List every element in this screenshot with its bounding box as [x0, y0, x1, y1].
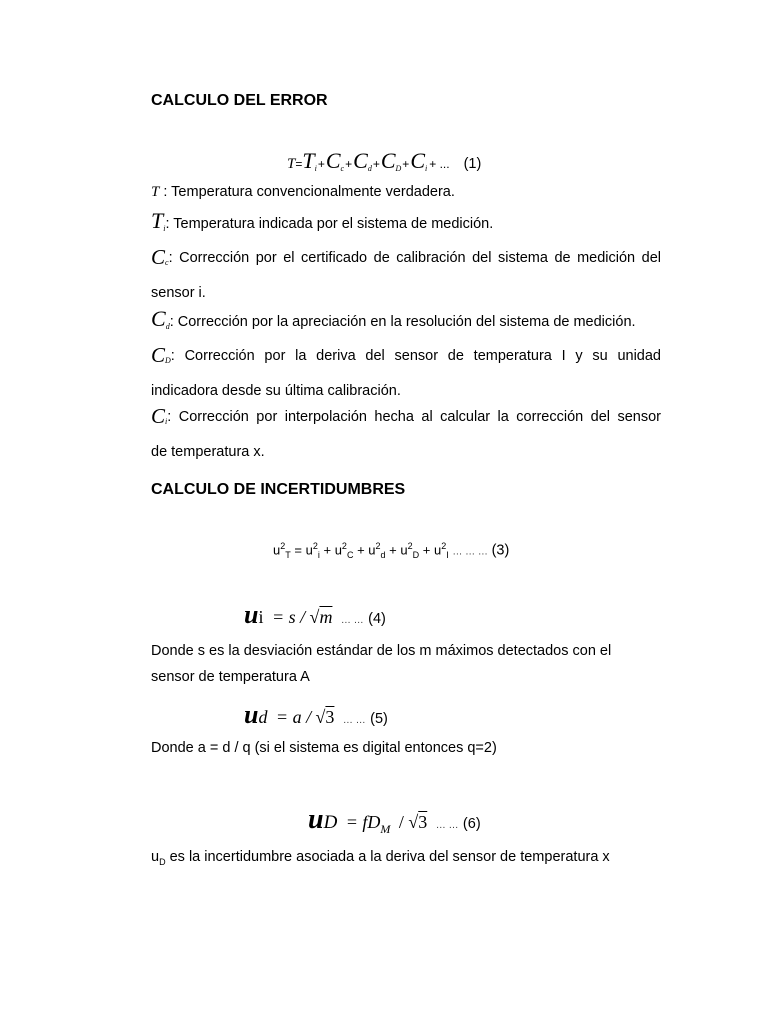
definition-Cc	[151, 242, 661, 309]
eq3-exp: 2	[341, 541, 347, 551]
definition-Cd	[151, 306, 636, 332]
eq3-u: u	[305, 542, 313, 558]
eq5-number: (5)	[370, 711, 388, 727]
eq5-description: Donde a = d / q (si el sistema es digital entonces q=2)	[151, 740, 497, 756]
eq3-dots: … … …	[452, 546, 488, 558]
eq3-number: (3)	[491, 542, 510, 559]
eq4-dots: … …	[340, 615, 364, 626]
eq1-ellipsis: + ...	[429, 157, 450, 171]
equation-1	[287, 148, 481, 174]
def-text: : Temperatura convencionalmente verdadera.	[163, 184, 455, 200]
eq3-sub: d	[380, 549, 386, 560]
def-text: : Corrección por la deriva del sensor de temperatura I y su unidad	[170, 348, 661, 364]
eq4-radicand: m	[319, 607, 333, 627]
section-heading-error: CALCULO DEL ERROR	[151, 92, 328, 109]
eq3-u: u	[273, 542, 281, 558]
eq3-u: u	[334, 542, 342, 558]
eq3-exp: 2	[312, 541, 318, 551]
def-text: : Corrección por la apreciación en la resolución del sistema de medición.	[169, 314, 636, 330]
eq6-desc-sub: D	[159, 856, 166, 867]
equation-4	[244, 600, 386, 630]
eq5-u: u	[244, 700, 259, 729]
eq1-plus: +	[372, 157, 380, 171]
eq1-term-2: C	[325, 148, 341, 173]
definition-Ti	[151, 208, 493, 234]
equation-5	[244, 700, 388, 730]
eq6-desc-u: u	[151, 849, 160, 865]
eq3-exp: 2	[375, 541, 381, 551]
eq3-sub: D	[412, 549, 420, 560]
eq4-sub: i	[258, 607, 264, 627]
eq6-sqrt: √3	[408, 812, 428, 832]
def-text: : Corrección por el certificado de calibración del sistema de medición del	[168, 250, 661, 266]
def-subscript: i	[163, 224, 166, 233]
eq6-desc-text: es la incertidumbre asociada a la deriva del sensor de temperatura x	[165, 849, 610, 865]
eq4-description-line-2: sensor de temperatura A	[151, 669, 310, 685]
eq3-plus: +	[357, 542, 365, 558]
eq1-lhs: T	[287, 156, 296, 172]
eq3-u: u	[368, 542, 376, 558]
eq4-sqrt: √m	[309, 607, 333, 627]
def-symbol: C	[151, 343, 166, 367]
eq5-sqrt: √3	[315, 707, 335, 727]
eq3-u: u	[433, 542, 442, 558]
def-symbol: C	[151, 245, 166, 269]
eq3-exp: 2	[441, 541, 447, 551]
eq6-slash: /	[398, 812, 404, 832]
definition-T	[151, 184, 455, 201]
eq1-plus: +	[317, 157, 325, 171]
eq1-term-4: C	[380, 148, 396, 173]
eq1-plus: +	[345, 157, 353, 171]
def-text-continued: sensor i.	[151, 285, 206, 301]
eq3-equals: =	[294, 542, 302, 558]
definition-Ci	[151, 401, 661, 468]
eq3-exp: 2	[407, 541, 413, 551]
def-symbol: C	[151, 404, 166, 428]
eq3-sub: i	[317, 549, 320, 560]
def-subscript: d	[165, 322, 170, 331]
eq3-sub: I	[446, 549, 449, 560]
def-text-continued: de temperatura x.	[151, 444, 265, 460]
eq1-term-5: C	[410, 148, 425, 173]
eq3-plus: +	[422, 542, 431, 558]
equation-6	[308, 804, 481, 837]
eq5-sub: d	[258, 707, 268, 727]
eq1-term-1: T	[302, 148, 315, 173]
eq1-plus: +	[402, 157, 410, 171]
eq1-term-3-sub: d	[367, 164, 372, 173]
def-subscript: D	[165, 356, 171, 365]
eq6-radicand: 3	[418, 812, 428, 832]
eq6-description	[151, 849, 610, 867]
def-text: : Corrección por interpolación hecha al calcular la corrección del sensor	[167, 409, 661, 425]
eq4-number: (4)	[368, 611, 386, 627]
eq3-sub: C	[346, 549, 354, 560]
eq1-number: (1)	[463, 156, 482, 172]
eq5-dots: … …	[342, 715, 366, 726]
eq3-exp: 2	[280, 541, 286, 551]
def-symbol: T	[151, 208, 164, 233]
def-text: : Temperatura indicada por el sistema de medición.	[165, 216, 494, 232]
def-symbol: T	[151, 184, 160, 200]
eq5-rhs: = a /	[275, 707, 312, 727]
eq5-radicand: 3	[325, 707, 335, 727]
eq6-dots: … …	[435, 820, 459, 831]
def-subscript: c	[165, 258, 169, 267]
eq3-plus: +	[323, 542, 332, 558]
def-text-continued: indicadora desde su última calibración.	[151, 383, 401, 399]
eq6-sub: D	[323, 812, 338, 833]
eq3-plus: +	[389, 542, 397, 558]
definition-CD	[151, 340, 661, 407]
eq6-u: u	[308, 804, 324, 835]
eq3-u: u	[400, 542, 408, 558]
equation-3	[273, 541, 509, 560]
eq1-term-4-sub: D	[395, 164, 402, 173]
eq1-term-2-sub: c	[340, 164, 345, 173]
eq1-term-3: C	[353, 148, 368, 173]
eq6-rhs-sub: M	[380, 822, 391, 836]
def-symbol: C	[151, 306, 166, 331]
eq4-rhs: = s /	[271, 607, 306, 627]
section-heading-uncertainty: CALCULO DE INCERTIDUMBRES	[151, 481, 406, 498]
eq4-u: u	[244, 600, 259, 629]
eq1-equals: =	[295, 157, 303, 171]
eq6-rhs: = fD	[345, 812, 381, 832]
eq1-term-1-sub: i	[314, 164, 317, 173]
eq1-term-5-sub: i	[425, 164, 428, 173]
eq4-description-line-1: Donde s es la desviación estándar de los m máximos detectados con el	[151, 643, 612, 659]
def-subscript: i	[165, 417, 168, 426]
eq6-number: (6)	[462, 816, 481, 832]
eq3-sub: T	[285, 549, 291, 560]
